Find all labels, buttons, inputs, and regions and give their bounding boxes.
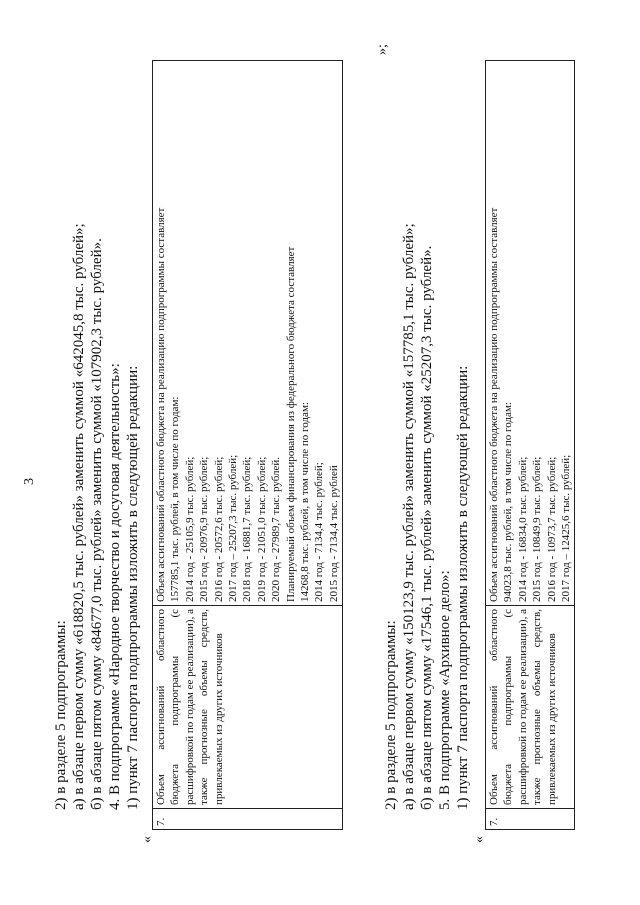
value-line: 2017 год – 12425,6 тыс. рублей; bbox=[560, 454, 573, 602]
row-label: Объем ассигнований областного бюджета подпрограммы (с расшифровкой по годам ее реализации), а также прогнозные объемы средств, привлекаемых из других источников bbox=[486, 606, 575, 809]
text-line: 1) пункт 7 паспорта подпрограммы изложить в следующей редакции: bbox=[455, 365, 471, 810]
text-line: 2) в разделе 5 подпрограммы: bbox=[383, 620, 399, 810]
value-line: 2014 год - 16834,0 тыс. рублей; bbox=[516, 456, 529, 602]
value-line: 157785,1 тыс. рублей, в том числе по годам: bbox=[169, 396, 182, 602]
text-line: а) в абзаце первом сумму «150123,9 тыс. рублей» заменить суммой «157785,1 тыс. рублей»; bbox=[401, 223, 417, 810]
text-line: а) в абзаце первом сумму «618820,5 тыс. рублей» заменить суммой «642045,8 тыс. рублей»; bbox=[71, 223, 87, 810]
page-number: 3 bbox=[22, 478, 37, 485]
value-line: 2014 год - 7134,4 тыс. рублей; bbox=[313, 462, 326, 602]
passport-table-1 bbox=[152, 60, 343, 830]
value-line: 2016 год - 10973,7 тыс. рублей; bbox=[545, 456, 558, 602]
value-line: 2016 год - 20572,6 тыс. рублей; bbox=[212, 456, 225, 602]
value-line: Объем ассигнований областного бюджета на реализацию подпрограммы составляет bbox=[155, 207, 167, 602]
text-line: б) в абзаце пятом сумму «17546,1 тыс. рублей» заменить суммой «25207,3 тыс. рублей». bbox=[419, 245, 435, 810]
row-number: 7. bbox=[153, 809, 343, 830]
open-quote: « bbox=[140, 836, 155, 843]
value-line: 2019 год - 21051,0 тыс. рублей; bbox=[255, 456, 268, 602]
row-label: Объем ассигнований областного бюджета подпрограммы (с расшифровкой по годам ее реализации), а также прогнозные объемы средств, привлекаемых из других источников bbox=[153, 606, 343, 809]
text-line: 5. В подпрограмме «Архивное дело»: bbox=[437, 570, 453, 810]
value-line: 94023,8 тыс. рублей, в том числе по годам: bbox=[502, 402, 515, 602]
value-line: 2015 год - 20976,9 тыс. рублей; bbox=[198, 456, 211, 602]
text-line: 1) пункт 7 паспорта подпрограммы изложить в следующей редакции: bbox=[125, 365, 141, 810]
value-line: 2014 год - 25105,9 тыс. рублей; bbox=[183, 456, 196, 602]
close-quote: »; bbox=[375, 44, 390, 55]
text-line: 2) в разделе 5 подпрограммы: bbox=[53, 620, 69, 810]
value-line: 2017 год – 25207,3 тыс. рублей; bbox=[227, 454, 240, 602]
value-line: 2018 год - 16881,7 тыс. рублей; bbox=[241, 456, 254, 602]
row-value bbox=[486, 61, 575, 606]
value-line: Планируемый объем финансирования из федерального бюджета составляет bbox=[284, 246, 297, 602]
text-line: б) в абзаце пятом сумму «84677,0 тыс. рублей» заменить суммой «107902,3 тыс. рублей». bbox=[89, 238, 105, 810]
table-row bbox=[153, 61, 343, 830]
text-line: 4. В подпрограмме «Народное творчество и досуговая деятельность»: bbox=[107, 363, 123, 810]
value-line: Объем ассигнований областного бюджета на реализацию подпрограммы составляет bbox=[488, 207, 500, 602]
open-quote: « bbox=[472, 836, 487, 843]
value-line: 2015 год - 10849,9 тыс. рублей; bbox=[531, 456, 544, 602]
value-line: 2015 год - 7134,4 тыс. рублей bbox=[327, 465, 340, 602]
value-line: 14268,8 тыс. рублей, в том числе по годам: bbox=[299, 402, 312, 602]
value-line: 2020 год - 27989,7 тыс. рублей. bbox=[270, 456, 283, 602]
row-number: 7. bbox=[486, 809, 575, 830]
row-value bbox=[153, 61, 343, 606]
table-row bbox=[486, 61, 575, 830]
passport-table-2 bbox=[485, 60, 575, 830]
